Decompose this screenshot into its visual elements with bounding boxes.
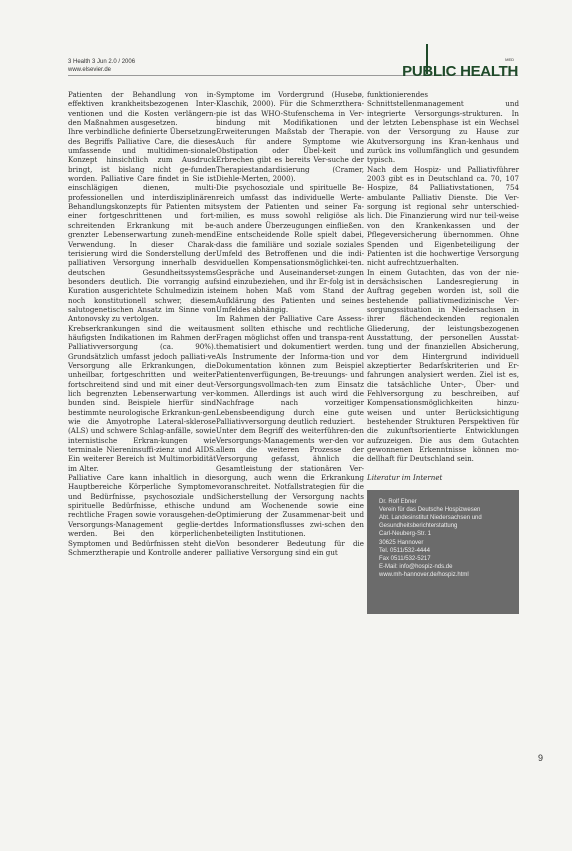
logo-text: PUBLIC HEALTH [402, 63, 518, 80]
paragraph: Ihre verbindliche definierte Übersetzung des Begriffs Palliative Care, die dieses umfassende und multidimen-sionale Konzept hinsichtlich zum Ausdruck bringt, ist bislang nicht ge-funden worden. Palliative Care findet in Sie ist einschlägigen dienen, multi-professionellen und interdisziplinären Behandlungskonzepts für Patienten mit einer fortgeschrittenen und fort-schreitenden Erkrankung mit be-grenzter Lebenserwartung zuneh-mend Verwendung. In dieser Charak-terisierung wird die Sonderstellung der palliativen Versorgung innerhalb des deutschen Gesundheitssystems besonders deutlich. Die vorrangig auf Kuration ausgerichtete Schulmedizin ist noch konstitutionell schwer, diesem salutogenetischen Ansatz im Sinne von Antonovsky zu vertolgen. [68, 127, 216, 324]
contact-line: Carl-Neuberg-Str. 1 [379, 531, 432, 538]
contact-line: Gesundheitsberichterstattung [379, 523, 458, 530]
contact-line: Verein für das Deutsche Hospizwesen [379, 507, 481, 514]
column-2 [216, 90, 364, 557]
column-3 [367, 90, 519, 614]
public-health-logo [398, 44, 518, 84]
contact-line: Tel. 0511/532-4444 [379, 547, 430, 554]
column-1 [68, 90, 216, 557]
paragraph: Im Rahmen der Palliative Care Assess-ment sollten ethische und rechtliche Fragen möglichst offen und transpa-rent thematisiert und dokumentiert werden. Als Instrumente der Informa-tion und Dokumentation können zum Beispiel Patientenverfügungen, Be-treuungs- und Versorgungsvollmach-ten zum Einsatz kommen. Allerdings ist auch wird die Nachfrage nach vorzeitiger Lebensbeendigung durch eine gute Palliativversorgung deutlich reduziert. [216, 314, 364, 427]
paragraph: funktionierendes Schnittstellenmanagement und integrierte Versorgungs-strukturen. In der letzten Lebensphase ist ein Wechsel von der Versorgung zu Hause zur Akutversorgung ins Kran-kenhaus und zurück ins vollumfänglich und gesundem typisch. [367, 90, 519, 165]
page-number: 9 [538, 753, 544, 763]
contact-heading: Literatur im Internet [367, 472, 443, 482]
paragraph: Krebserkrankungen sind die weitaus häufigsten Indikationen im Rahmen der Palliativversorgung (ca. 90%). Grundsätzlich umfasst jedoch palliati-ve Versorgung alle Erkrankungen, die unheilbar, fortgeschritten und weiter fortschreitend sind und mit einer deut-lich begrenzten Lebenserwartung ver-bunden sind. Beispiele hierfür sind bestimmte neurologische Erkrankun-gen wie die Amyotrophe Lateral-sklerose (ALS) und schwere Schlag-anfälle, sowie internistische Erkran-kungen wie terminale Niereninsuffi-zienz und AIDS. Ein weiterer Bereich ist Multimorbidität im Alter. [68, 323, 216, 473]
contact-line: Dr. Rolf Ebner [379, 499, 417, 506]
paragraph: Unter dem Begriff des weiterführen-den Versorgungs-Managements wer-den vor allem die weiteren Prozesse der Versorgung gefasst, ähnlich die Gesamtleistung der stationären Ver-sorgung, auch wenn die Erkrankung voranschreitet. Notfallstrategien für die Sicherstellung der Versorgung nachts und am Wochenende sowie eine Optimierung der Zusammenar-beit und des Informationsflusses zwi-schen den beteiligten Institutionen. [216, 426, 364, 539]
journal-citation: 3 Health 3 Jun 2.0 / 2006 [68, 59, 136, 65]
contact-line: Abt. Landesinstitut Niedersachsen und [379, 515, 482, 522]
contact-line: 30625 Hannover [379, 539, 424, 546]
paragraph: Die psychosoziale und spirituelle Be-reich umfasst das individuelle Werte-system der Patienten und seiner Fa-milien, es muss sowohl religiöse als auch andere Überzeugungen einfließen. Eine entscheidende Rolle spielt dabei, dass die familiäre und soziale soziales Umfeld des Betroffenen und die indi-viduellen Kompensationsmöglichkei-ten. Gespräche und Auseinanderset-zungen sind einzubeziehen, und ihr Er-folg ist in einem hohen Maß vom Stand der Aufklärung des Patienten und seines Umfeldes abhängig. [216, 183, 364, 314]
paragraph: Nach dem Hospiz- und Palliativführer 2003 gibt es in Deutschland ca. 70, 107 Hospize, 84 Palliativstationen, 754 ambulante Palliativ Dienste. Die Ver-sorgung ist regional sehr unterschied-lich. Die Finanzierung wird nur teil-weise von den Krankenkassen und der Pflegeversicherung übernommen. Ohne Spenden und Eigenbeteiligung der Patienten ist die hochwertige Versorgung nicht aufrechtzuerhalten. [367, 164, 519, 268]
paragraph: Palliative Care kann inhaltlich in die Hauptbereiche Körperliche Symptome und Bedürfnisse, psychosoziale und spirituelle Bedürfnisse, ethische und rechtliche Fragen sowie vorausgehen-de Versorgungs-Management geglie-dert werden. Bei den körperlichen Symptomen und Bedürfnissen steht die Schmerztherapie und Kontrolle anderer [68, 473, 216, 557]
contact-web-link[interactable]: www.mh-hannover.de/hospiz.html [379, 571, 469, 578]
paragraph: Von besonderer Bedeutung für die palliative Versorgung sind ein gut [216, 538, 364, 557]
publisher-url: www.elsevier.de [68, 67, 112, 73]
contact-email-link[interactable]: E-Mail: info@hospiz-nds.de [379, 563, 453, 570]
contact-line: Fax 0511/532-5217 [379, 555, 431, 562]
logo-small-text: MED [505, 57, 514, 62]
running-header [68, 58, 135, 74]
contact-box [367, 490, 519, 614]
paragraph: In einem Gutachten, das von der nie-dersächsischen Landesregierung in Auftrag gegeben worden ist, soll die bestehende palliativmedizinische Ver-sorgungssituation in Niedersachsen in ihrer flächendeckenden regionalen Gliederung, der leistungsbezogenen Ausstattung, der personellen Ausstat-tung und der finanziellen Absicherung, vor dem Hintergrund individuell akzeptierter Bedarfskriterien und Er-fahrungen analysiert werden. Ziel ist es, die tatsächliche Unter-, Über- und Fehlversorgung zu beschreiben, auf Kompensationsmöglichkeiten hinzu-weisen und unter Berücksichtigung bestehender Strukturen Perspektiven für die zukunftsorientierte Entwicklungen aufzuzeigen. Die aus dem Gutachten gewonnenen Erkenntnisse können mo-dellhaft für Deutschland sein. [367, 267, 519, 464]
paragraph: Symptome im Vordergrund (Husebø, Klaschik, 2000). Für die Schmerzthera-pie ist das WHO-Stufenschema in Ver-bindung mit Modifikationen und Erweiterungen Maßstab der Therapie. Auch für andere Symptome wie Obstipation oder Übel-keit und Erbrechen gibt es bereits Ver-suche der Therapiestandardisierung (Cramer, Diehle-Merten, 2000). [216, 90, 364, 184]
paragraph: Patienten der Behandlung von in-effektiven krankheitsbezogenen Inter-ventionen und die Kosten verlängern-den Maßnahmen ausgesetzen. [68, 90, 216, 128]
